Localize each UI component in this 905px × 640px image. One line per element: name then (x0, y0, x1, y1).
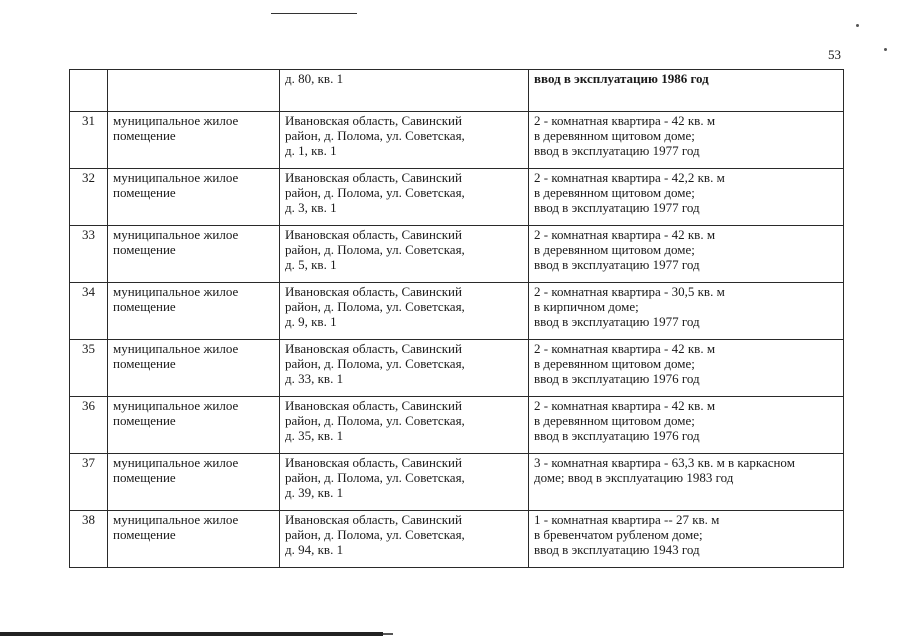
table-row (70, 511, 844, 568)
address-line: д. 33, кв. 1 (285, 371, 344, 386)
name-line: помещение (113, 413, 176, 428)
table-row (70, 226, 844, 283)
cell-description (529, 70, 844, 112)
description-line: ввод в эксплуатацию 1977 год (534, 314, 700, 329)
cell-address (280, 397, 529, 454)
cell-address (280, 511, 529, 568)
address-line: д. 39, кв. 1 (285, 485, 344, 500)
address-line: Ивановская область, Савинский (285, 455, 462, 470)
page-number: 53 (828, 47, 841, 62)
cell-address (280, 283, 529, 340)
cell-name (108, 226, 280, 283)
name-line: муниципальное жилое (113, 512, 239, 527)
name-line: помещение (113, 299, 176, 314)
description-line: в бревенчатом рубленом доме; (534, 527, 703, 542)
description-line: ввод в эксплуатацию 1977 год (534, 143, 700, 158)
header-rule (271, 13, 357, 14)
cell-name (108, 397, 280, 454)
description-line: ввод в эксплуатацию 1976 год (534, 371, 700, 386)
cell-number: 34 (70, 283, 108, 340)
cell-number: 37 (70, 454, 108, 511)
address-line: Ивановская область, Савинский (285, 512, 462, 527)
cell-number: 38 (70, 511, 108, 568)
address-line: район, д. Полома, ул. Советская, (285, 413, 465, 428)
name-line: муниципальное жилое (113, 170, 239, 185)
cell-number: 35 (70, 340, 108, 397)
cell-number: 32 (70, 169, 108, 226)
cell-description (529, 397, 844, 454)
table-row (70, 454, 844, 511)
description-line: 1 - комнатная квартира -- 27 кв. м (534, 512, 720, 527)
address-line: район, д. Полома, ул. Советская, (285, 242, 465, 257)
cell-description (529, 511, 844, 568)
property-registry-table (69, 69, 844, 568)
footer-rule-tail (383, 633, 393, 635)
description-line: ввод в эксплуатацию 1986 год (534, 71, 709, 86)
cell-description (529, 340, 844, 397)
name-line: муниципальное жилое (113, 113, 239, 128)
cell-description (529, 283, 844, 340)
name-line: помещение (113, 242, 176, 257)
name-line: муниципальное жилое (113, 455, 239, 470)
address-line: д. 35, кв. 1 (285, 428, 344, 443)
address-line: д. 94, кв. 1 (285, 542, 344, 557)
address-line: район, д. Полома, ул. Советская, (285, 128, 465, 143)
address-line: Ивановская область, Савинский (285, 170, 462, 185)
cell-name (108, 112, 280, 169)
name-line: помещение (113, 527, 176, 542)
cell-name (108, 70, 280, 112)
address-line: д. 1, кв. 1 (285, 143, 337, 158)
address-line: район, д. Полома, ул. Советская, (285, 470, 465, 485)
description-line: 3 - комнатная квартира - 63,3 кв. м в каркасном (534, 455, 795, 470)
description-line: 2 - комнатная квартира - 42 кв. м (534, 341, 716, 356)
scan-speck (856, 24, 859, 27)
address-line: район, д. Полома, ул. Советская, (285, 356, 465, 371)
address-line: район, д. Полома, ул. Советская, (285, 527, 465, 542)
description-line: ввод в эксплуатацию 1943 год (534, 542, 700, 557)
cell-address (280, 340, 529, 397)
cell-description (529, 112, 844, 169)
description-line: 2 - комнатная квартира - 42 кв. м (534, 113, 716, 128)
table-row-continued (70, 70, 844, 112)
address-line: район, д. Полома, ул. Советская, (285, 299, 465, 314)
description-line: в деревянном щитовом доме; (534, 356, 695, 371)
description-line: в деревянном щитовом доме; (534, 413, 695, 428)
description-line: в деревянном щитовом доме; (534, 185, 695, 200)
description-line: ввод в эксплуатацию 1977 год (534, 257, 700, 272)
description-line: в деревянном щитовом доме; (534, 128, 695, 143)
description-line: 2 - комнатная квартира - 42,2 кв. м (534, 170, 725, 185)
address-line: д. 9, кв. 1 (285, 314, 337, 329)
description-line: 2 - комнатная квартира - 30,5 кв. м (534, 284, 725, 299)
cell-address (280, 70, 529, 112)
cell-name (108, 283, 280, 340)
cell-address (280, 226, 529, 283)
name-line: помещение (113, 356, 176, 371)
table-row (70, 397, 844, 454)
cell-name (108, 340, 280, 397)
cell-number: 33 (70, 226, 108, 283)
cell-address (280, 112, 529, 169)
address-line: Ивановская область, Савинский (285, 341, 462, 356)
table-row (70, 340, 844, 397)
cell-description (529, 169, 844, 226)
description-line: доме; ввод в эксплуатацию 1983 год (534, 470, 734, 485)
table-row (70, 112, 844, 169)
cell-address (280, 169, 529, 226)
table-row (70, 283, 844, 340)
address-line: Ивановская область, Савинский (285, 284, 462, 299)
description-line: в деревянном щитовом доме; (534, 242, 695, 257)
address-line: д. 80, кв. 1 (285, 71, 344, 86)
name-line: муниципальное жилое (113, 284, 239, 299)
address-line: Ивановская область, Савинский (285, 227, 462, 242)
cell-number: 36 (70, 397, 108, 454)
name-line: муниципальное жилое (113, 227, 239, 242)
description-line: 2 - комнатная квартира - 42 кв. м (534, 227, 716, 242)
cell-description (529, 226, 844, 283)
cell-name (108, 454, 280, 511)
address-line: Ивановская область, Савинский (285, 398, 462, 413)
footer-rule (0, 632, 383, 636)
scan-speck (884, 48, 887, 51)
cell-address (280, 454, 529, 511)
description-line: в кирпичном доме; (534, 299, 639, 314)
table-body (70, 70, 844, 568)
name-line: помещение (113, 185, 176, 200)
cell-name (108, 169, 280, 226)
name-line: муниципальное жилое (113, 341, 239, 356)
description-line: ввод в эксплуатацию 1976 год (534, 428, 700, 443)
table-row (70, 169, 844, 226)
address-line: д. 3, кв. 1 (285, 200, 337, 215)
address-line: район, д. Полома, ул. Советская, (285, 185, 465, 200)
address-line: д. 5, кв. 1 (285, 257, 337, 272)
description-line: ввод в эксплуатацию 1977 год (534, 200, 700, 215)
cell-number: 31 (70, 112, 108, 169)
description-line: 2 - комнатная квартира - 42 кв. м (534, 398, 716, 413)
cell-description (529, 454, 844, 511)
name-line: помещение (113, 470, 176, 485)
name-line: муниципальное жилое (113, 398, 239, 413)
cell-number (70, 70, 108, 112)
cell-name (108, 511, 280, 568)
address-line: Ивановская область, Савинский (285, 113, 462, 128)
name-line: помещение (113, 128, 176, 143)
